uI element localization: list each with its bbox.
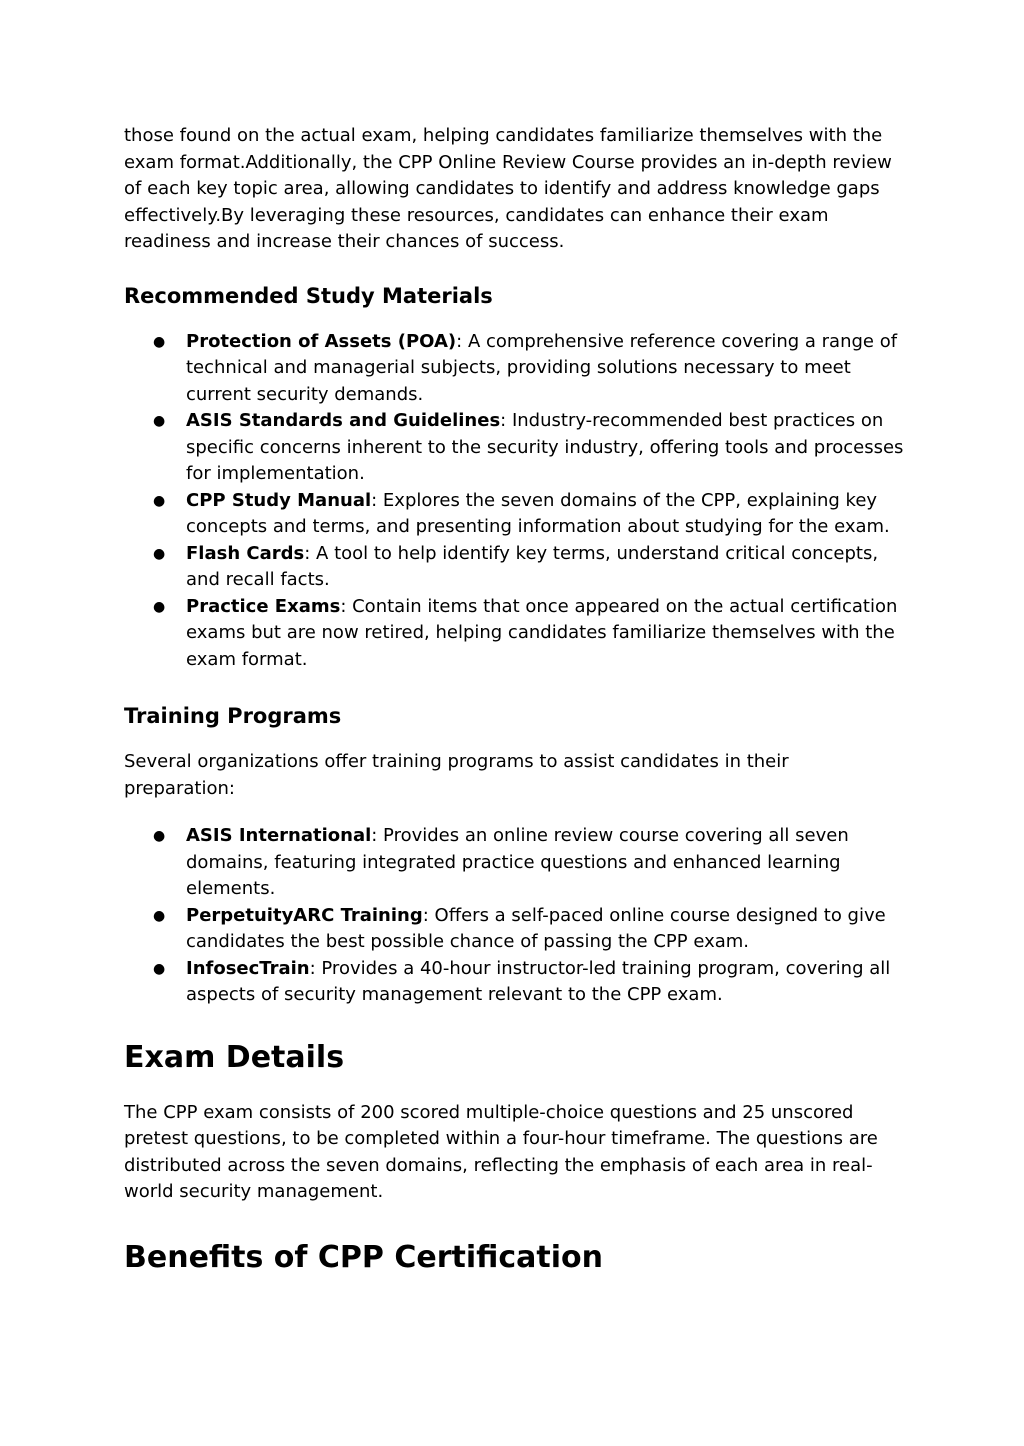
list-item: [153, 823, 904, 903]
list-item: [153, 488, 904, 541]
item-text: : Industry-recommended best practices on specific concerns inherent to the security industry, offering tools and processes for implementation.: [186, 410, 904, 484]
intro-paragraph: those found on the actual exam, helping candidates familiarize themselves with the exam format.Additionally, the CPP Online Review Course provides an in-depth review of each key topic area, allowing candidates to identify and address knowledge gaps effectively.By leveraging these resources, candidates can enhance their exam readiness and increase their chances of success.: [124, 125, 892, 252]
document-page: [124, 123, 904, 1278]
item-text: : A tool to help identify key terms, understand critical concepts, and recall facts.: [186, 542, 879, 590]
item-term: Protection of Assets (POA): [186, 330, 457, 352]
item-term: CPP Study Manual: [186, 489, 372, 511]
bullet-icon: ●: [153, 828, 166, 844]
item-text: : A comprehensive reference covering a range of technical and managerial subjects, providing solutions necessary to meet current security demands.: [186, 330, 898, 405]
item-term: Flash Cards: [186, 542, 305, 564]
item-term: ASIS International: [186, 825, 372, 846]
bullet-icon: ●: [153, 413, 166, 429]
item-term: PerpetuityARC Training: [186, 904, 423, 926]
bullet-icon: ●: [153, 960, 166, 977]
training-programs-list: [124, 823, 904, 1009]
item-term: ASIS Standards and Guidelines: [186, 410, 501, 431]
item-text: : Provides a 40-hour instructor-led training program, covering all aspects of security management relevant to the CPP exam.: [186, 957, 891, 1005]
list-item: [153, 594, 904, 674]
item-text: : Offers a self-paced online course designed to give candidates the best possible chance of passing the CPP exam.: [186, 904, 886, 952]
benefits-heading: Benefits of CPP Certification: [124, 1239, 603, 1275]
list-item: [153, 956, 904, 1009]
study-materials-heading: Recommended Study Materials: [124, 283, 493, 308]
bullet-icon: ●: [153, 545, 166, 562]
bullet-icon: ●: [153, 598, 166, 615]
item-text: : Explores the seven domains of the CPP, explaining key concepts and terms, and presenting information about studying for the exam.: [186, 489, 890, 537]
bullet-icon: ●: [153, 333, 166, 350]
list-item: [153, 408, 904, 488]
item-text: : Contain items that once appeared on the actual certification exams but are now retired, helping candidates familiarize themselves with the exam format.: [186, 595, 898, 670]
exam-details-paragraph: The CPP exam consists of 200 scored multiple-choice questions and 25 unscored pretest questions, to be completed within a four-hour timeframe. The questions are distributed across the seven domains, reflecting the emphasis of each area in real-world security management.: [124, 1101, 878, 1202]
list-item: [153, 329, 904, 409]
item-term: Practice Exams: [186, 595, 341, 617]
study-materials-list: [124, 329, 904, 674]
list-item: [153, 903, 904, 956]
exam-details-heading: Exam Details: [124, 1039, 345, 1075]
list-item: [153, 541, 904, 594]
training-intro-paragraph: Several organizations offer training programs to assist candidates in their preparation:: [124, 751, 789, 799]
item-text: : Provides an online review course covering all seven domains, featuring integrated practice questions and enhanced learning elements.: [186, 825, 849, 899]
item-term: InfosecTrain: [186, 957, 310, 979]
bullet-icon: ●: [153, 907, 166, 924]
bullet-icon: ●: [153, 492, 166, 509]
training-programs-heading: Training Programs: [124, 704, 342, 728]
